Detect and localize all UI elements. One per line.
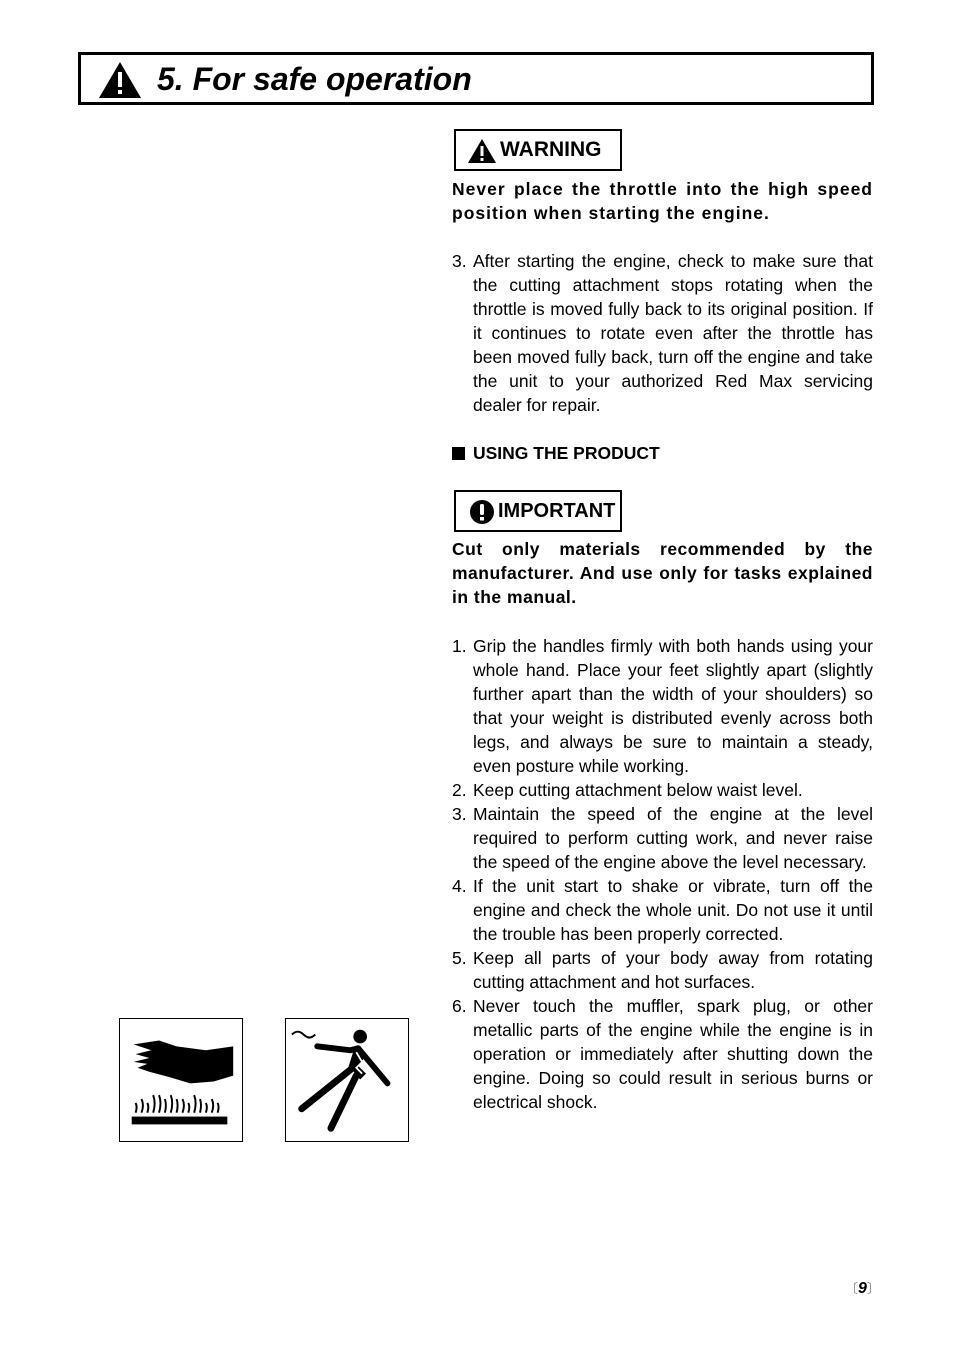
- warning-text: Never place the throttle into the high speed position when starting the engine.: [452, 179, 873, 223]
- list-item-text: Grip the handles firmly with both hands using your whole hand. Place your feet slightly apart (slightly further apart than the width of your shoulders) so that your weight is distributed evenly across both legs, and always be sure to maintain a steady, even posture while working.: [473, 636, 873, 776]
- page-number-bracket-close: 〕: [866, 1281, 880, 1296]
- list-item-text: If the unit start to shake or vibrate, turn off the engine and check the whole unit. Do not use it until the trouble has been properly corrected.: [473, 876, 873, 944]
- list-item-number: 2.: [452, 780, 467, 800]
- warning-block: [452, 177, 873, 225]
- section-header: [78, 52, 874, 105]
- hot-surface-pictogram: [119, 1018, 243, 1142]
- warning-triangle-icon: [468, 139, 496, 163]
- section-heading-text: USING THE PRODUCT: [473, 443, 660, 463]
- important-text: Cut only materials recommended by the manufacturer. And use only for tasks explained in the manual.: [452, 539, 873, 607]
- page-number: [845, 1278, 880, 1298]
- list-item-text: Keep all parts of your body away from rotating cutting attachment and hot surfaces.: [473, 948, 873, 992]
- list-item-text: After starting the engine, check to make sure that the cutting attachment stops rotating when the throttle is moved fully back to its original position. If it continues to rotate even after the throttle has been moved fully back, turn off the engine and take the unit to your authorized Red Max servicing dealer for repair.: [473, 251, 873, 415]
- page-number-value: 9: [858, 1280, 867, 1297]
- list-item: [452, 778, 873, 802]
- list-item-number: 6.: [452, 996, 467, 1016]
- list-item-text: Keep cutting attachment below waist level.: [473, 780, 803, 800]
- list-item-text: Maintain the speed of the engine at the level required to perform cutting work, and never raise the speed of the engine above the level necessary.: [473, 804, 873, 872]
- page-title: 5. For safe operation: [157, 61, 472, 97]
- list-item: [452, 874, 873, 946]
- list-item: [452, 634, 873, 778]
- list-item-number: 3.: [452, 804, 467, 824]
- hot-surface-icon: [120, 1019, 241, 1140]
- list-item: [452, 946, 873, 994]
- electric-shock-icon: [286, 1019, 407, 1140]
- list-item-number: 5.: [452, 948, 467, 968]
- important-block: [452, 537, 873, 609]
- warning-triangle-icon: [98, 61, 142, 99]
- square-bullet-icon: [452, 447, 465, 460]
- list-item: [452, 802, 873, 874]
- warning-label: [454, 129, 622, 171]
- starting-step: [452, 249, 873, 417]
- list-item-text: Never touch the muffler, spark plug, or other metallic parts of the engine while the engine is in operation or immediately after shutting down the engine. Doing so could result in serious burns or electrical shock.: [473, 996, 873, 1112]
- list-item: [452, 249, 873, 417]
- exclamation-circle-icon: [468, 500, 496, 524]
- important-label: [454, 490, 622, 532]
- list-item-number: 3.: [452, 251, 467, 271]
- electric-shock-pictogram: [285, 1018, 409, 1142]
- list-item-number: 4.: [452, 876, 467, 896]
- usage-steps: [452, 634, 873, 1114]
- warning-label-text: WARNING: [500, 138, 602, 161]
- list-item-number: 1.: [452, 636, 467, 656]
- section-heading: [452, 441, 873, 465]
- important-label-text: IMPORTANT: [498, 500, 616, 522]
- list-item: [452, 994, 873, 1114]
- page-number-bracket-open: 〔: [845, 1281, 859, 1296]
